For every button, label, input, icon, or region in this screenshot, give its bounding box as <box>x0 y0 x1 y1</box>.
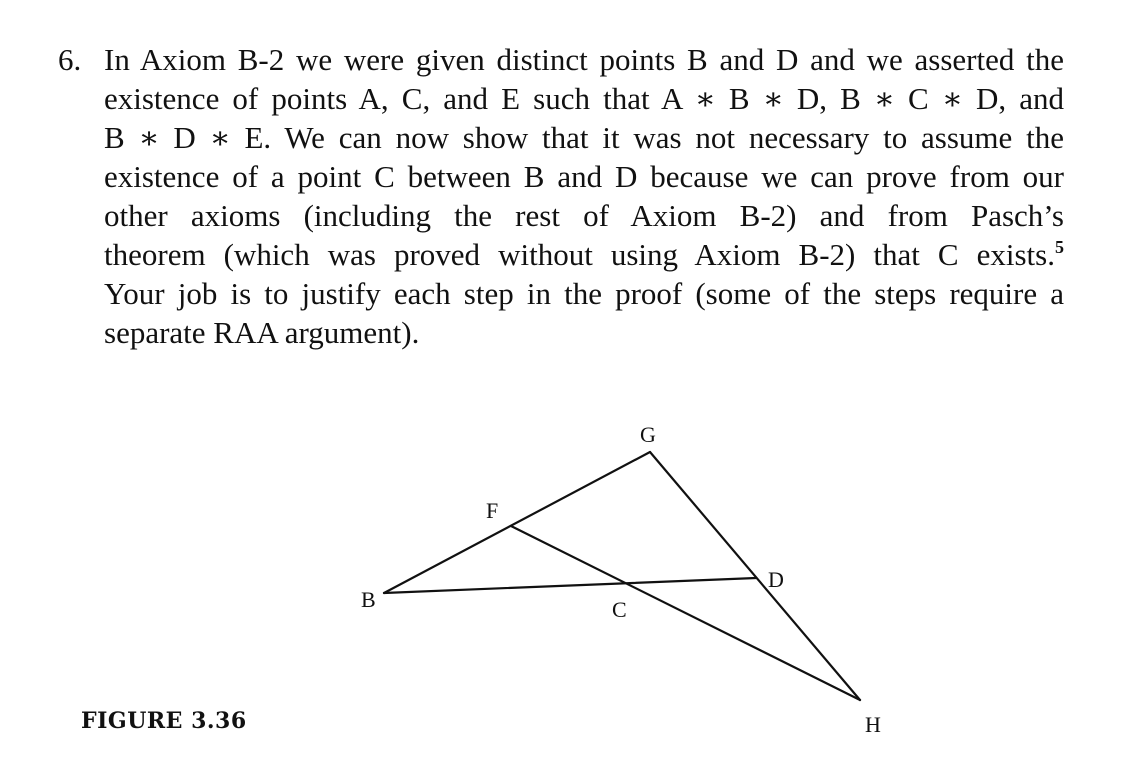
point-label-c: C <box>612 597 627 622</box>
segment-bg <box>384 452 650 593</box>
exercise-line-3: B ∗ D ∗ E. We can now show that it was not necessary to assume the <box>104 120 1064 155</box>
exercise-line-6-text: theorem (which was proved without using Axiom B-2) that C exists. <box>104 237 1055 272</box>
point-label-h: H <box>865 712 881 737</box>
exercise-number: 6. <box>58 42 82 77</box>
exercise-line-8: separate RAA argument). <box>104 315 420 350</box>
segment-fh <box>511 526 860 700</box>
point-label-b: B <box>361 587 376 612</box>
point-label-g: G <box>640 422 656 447</box>
point-label-f: F <box>486 498 499 523</box>
exercise-line-7: Your job is to justify each step in the proof (some of the steps require a <box>104 276 1064 311</box>
footnote-marker: 5 <box>1055 237 1064 257</box>
segment-bd <box>384 578 756 593</box>
segment-gh <box>650 452 860 700</box>
exercise-line-4: existence of a point C between B and D because we can prove from our <box>104 159 1064 194</box>
figure-caption: FIGURE 3.36 <box>81 708 247 734</box>
point-label-d: D <box>768 567 784 592</box>
exercise-line-2: existence of points A, C, and E such that A ∗ B ∗ D, B ∗ C ∗ D, and <box>104 81 1064 116</box>
exercise-line-1: In Axiom B-2 we were given distinct points B and D and we asserted the <box>104 42 1064 77</box>
exercise-line-5: other axioms (including the rest of Axiom B-2) and from Pasch’s <box>104 198 1064 233</box>
